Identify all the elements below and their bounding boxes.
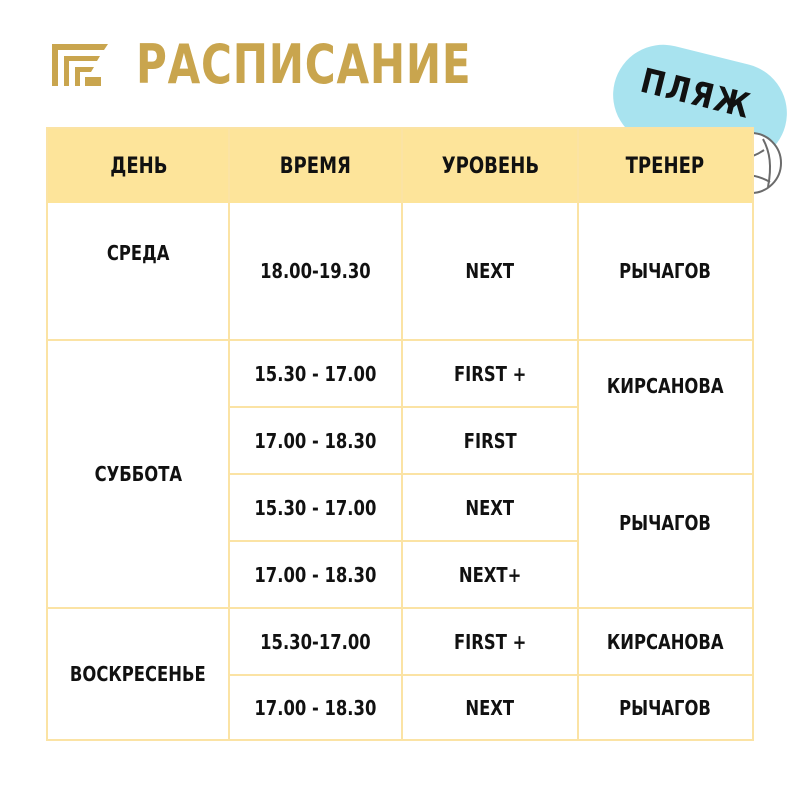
level-cell: FIRST + (453, 629, 527, 654)
day-cell-sunday: ВОСКРЕСЕНЬЕ (70, 662, 206, 686)
level-cell: NEXT (465, 259, 515, 283)
day-cell-saturday: СУББОТА (94, 462, 182, 486)
day-cell-wednesday: СРЕДА (106, 241, 170, 265)
time-cell: 17.00 - 18.30 (254, 428, 377, 453)
time-cell: 17.00 - 18.30 (254, 562, 377, 587)
level-cell: NEXT+ (458, 562, 522, 587)
coach-cell: РЫЧАГОВ (619, 695, 712, 720)
coach-cell: РЫЧАГОВ (619, 259, 712, 283)
category-badge-label: ПЛЯЖ (636, 60, 756, 128)
level-cell: FIRST (463, 428, 517, 453)
level-cell: FIRST + (453, 361, 527, 386)
time-cell: 15.30 - 17.00 (254, 361, 377, 386)
level-cell: NEXT (465, 495, 515, 520)
brand-logo-icon (48, 40, 112, 90)
level-cell: NEXT (465, 695, 515, 720)
coach-cell: КИРСАНОВА (607, 629, 724, 654)
time-cell: 17.00 - 18.30 (254, 695, 377, 720)
column-header-coach: ТРЕНЕР (578, 129, 752, 203)
coach-cell: КИРСАНОВА (607, 374, 724, 398)
page-title: РАСПИСАНИЕ (136, 33, 472, 96)
coach-cell: РЫЧАГОВ (619, 510, 712, 535)
schedule-table (46, 127, 754, 741)
time-cell: 15.30 - 17.00 (254, 495, 377, 520)
column-header-day: ДЕНЬ (48, 129, 229, 203)
time-cell: 15.30-17.00 (260, 629, 371, 654)
column-header-level: УРОВЕНЬ (402, 129, 578, 203)
time-cell: 18.00-19.30 (260, 259, 371, 283)
column-header-time: ВРЕМЯ (229, 129, 402, 203)
